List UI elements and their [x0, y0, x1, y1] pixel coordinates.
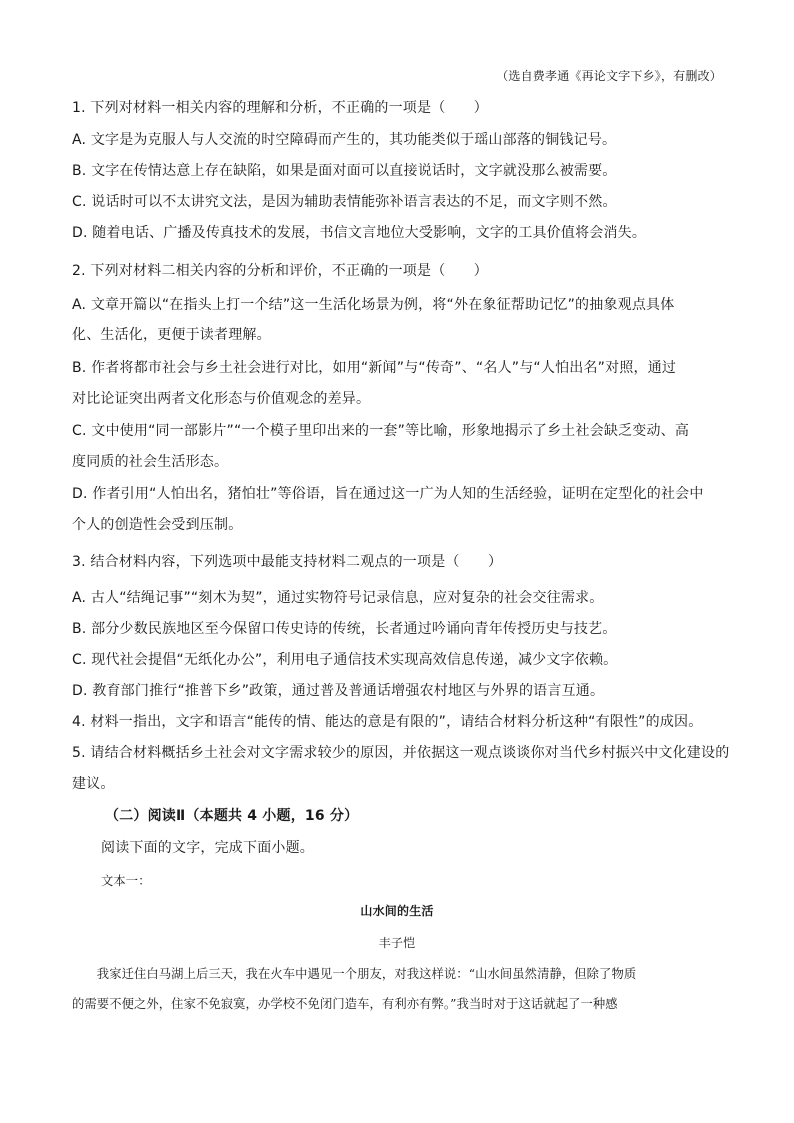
- article-paragraph-line-1: 我家迁住白马湖上后三天，我在火车中遇见一个朋友，对我这样说：“山水间虽然清静，但除了物质: [72, 967, 637, 981]
- question-2-option-a: A. 文章开篇以“在指头上打一个结”这一生活化场景为例，将“外在象征帮助记忆”的抽象观点具体: [72, 297, 675, 313]
- question-3-option-b: B. 部分少数民族地区至今保留口传史诗的传统，长者通过吟诵向青年传授历史与技艺。: [72, 621, 617, 637]
- question-2-option-d-cont: 个人的创造性会受到压制。: [72, 517, 243, 533]
- article-author: 丰子恺: [378, 936, 416, 950]
- question-2-option-a-cont: 化、生活化，更便于读者理解。: [72, 327, 271, 343]
- question-1-option-d: D. 随着电话、广播及传真技术的发展，书信文言地位大受影响，文字的工具价值将会消失。: [72, 225, 647, 241]
- question-5-stem: 5. 请结合材料概括乡土社会对文字需求较少的原因，并依据这一观点谈谈你对当代乡村振兴中文化建设的: [72, 745, 730, 761]
- question-3-option-c: C. 现代社会提倡“无纸化办公”，利用电子通信技术实现高效信息传递，减少文字依赖。: [72, 652, 618, 668]
- question-2-option-b-cont: 对比论证突出两者文化形态与价值观念的差异。: [72, 391, 371, 407]
- question-2-option-c-cont: 度同质的社会生活形态。: [72, 454, 229, 470]
- article-paragraph-line-2: 的需要不便之外，住家不免寂寞，办学校不免闭门造车，有利亦有弊。”我当时对于这话就起了一种感: [72, 997, 618, 1011]
- question-4-stem: 4. 材料一指出，文字和语言“能传的情、能达的意是有限的”，请结合材料分析这种“有限性”的成因。: [72, 714, 703, 730]
- article-title: 山水间的生活: [360, 904, 434, 918]
- source-note: （选自费孝通《再论文字下乡》，有删改）: [496, 69, 722, 83]
- question-2-stem: 2. 下列对材料二相关内容的分析和评价，不正确的一项是（ ）: [72, 263, 489, 279]
- section-instruction: 阅读下面的文字，完成下面小题。: [101, 840, 314, 856]
- question-3-option-d: D. 教育部门推行“推普下乡”政策，通过普及普通话增强农村地区与外界的语言互通。: [72, 683, 605, 699]
- question-3-option-a: A. 古人“结绳记事”“刻木为契”，通过实物符号记录信息，应对复杂的社会交往需求。: [72, 590, 604, 606]
- text-label: 文本一：: [101, 874, 151, 888]
- question-1-option-c: C. 说话时可以不太讲究文法，是因为辅助表情能弥补语言表达的不足，而文字则不然。: [72, 194, 617, 210]
- question-2-option-d: D. 作者引用“人怕出名，猪怕壮”等俗语，旨在通过这一广为人知的生活经验，证明在定型化的社会中: [72, 486, 704, 502]
- question-1-option-a: A. 文字是为克服人与人交流的时空障碍而产生的，其功能类似于瑶山部落的铜钱记号。: [72, 132, 617, 148]
- question-1-stem: 1. 下列对材料一相关内容的理解和分析，不正确的一项是（ ）: [72, 100, 489, 116]
- question-2-option-b: B. 作者将都市社会与乡土社会进行对比，如用“新闻”与“传奇”、“名人”与“人怕出名”对照，通过: [72, 360, 677, 376]
- question-2-option-c: C. 文中使用“同一部影片”“一个模子里印出来的一套”等比喻，形象地揭示了乡土社会缺乏变动、高: [72, 423, 690, 439]
- question-5-stem-cont: 建议。: [72, 776, 115, 792]
- section-heading: （二）阅读Ⅱ（本题共 4 小题，16 分）: [105, 808, 359, 824]
- question-1-option-b: B. 文字在传情达意上存在缺陷，如果是面对面可以直接说话时，文字就没那么被需要。: [72, 163, 617, 179]
- question-3-stem: 3. 结合材料内容，下列选项中最能支持材料二观点的一项是（ ）: [72, 554, 503, 570]
